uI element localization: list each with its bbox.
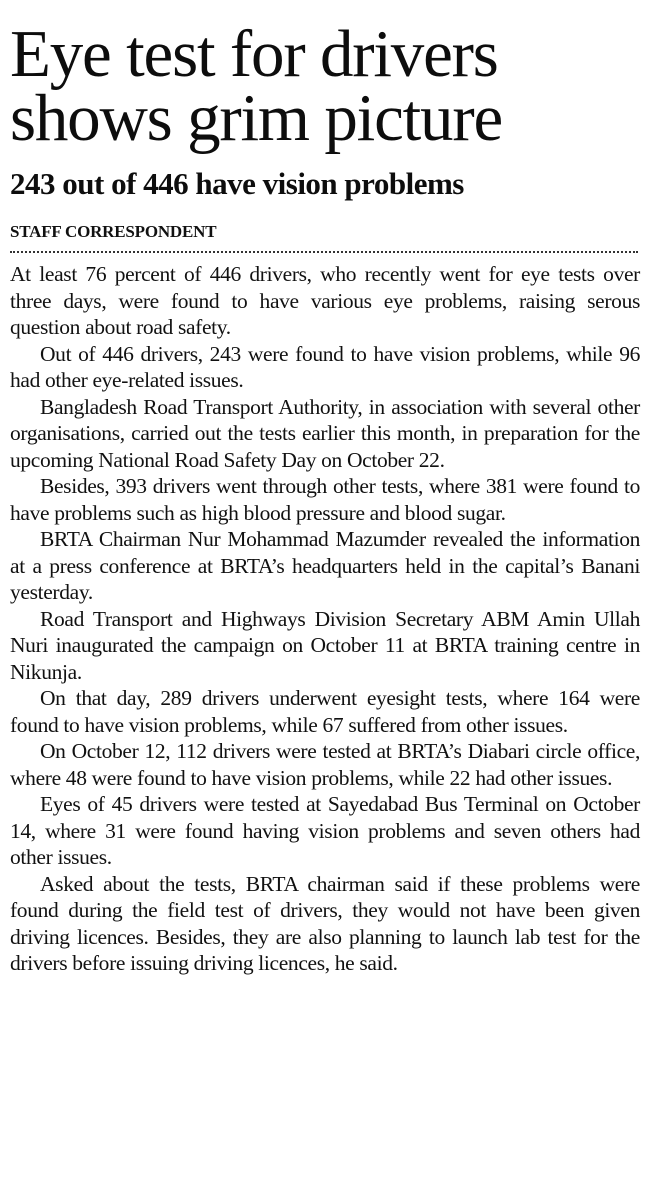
paragraph-2: Out of 446 drivers, 243 were found to have vision problems, while 96 had other eye-related issues. [10,341,640,392]
headline: Eye test for drivers shows grim picture [10,17,502,155]
paragraph-9: Eyes of 45 drivers were tested at Sayedabad Bus Terminal on October 14, where 31 were found having vision problems and seven others had other issues. [10,792,640,869]
dotted-divider [10,251,638,253]
paragraph-4: Besides, 393 drivers went through other tests, where 381 were found to have problems such as high blood pressure and blood sugar. [10,474,640,525]
paragraph-8: On October 12, 112 drivers were tested at BRTA’s Diabari circle office, where 48 were found to have vision problems, while 22 had other issues. [10,739,640,790]
paragraph-6: Road Transport and Highways Division Secretary ABM Amin Ullah Nuri inaugurated the campaign on October 11 at BRTA training centre in Nikunja. [10,606,640,684]
paragraph-10: Asked about the tests, BRTA chairman said if these problems were found during the field test of drivers, they would not have been given driving licences. Besides, they are also planning to launch lab test for the drivers before issuing driving licences, he said. [10,871,640,975]
paragraph-3: Bangladesh Road Transport Authority, in association with several other organisations, carried out the tests earlier this month, in preparation for the upcoming National Road Safety Day on October 22. [10,394,640,472]
paragraph-5: BRTA Chairman Nur Mohammad Mazumder revealed the information at a press conference at BRTA’s headquarters held in the capital’s Banani yesterday. [10,527,640,604]
news-article [10,0,640,977]
byline: STAFF CORRESPONDENT [10,222,217,241]
article-body [10,261,640,977]
subheadline: 243 out of 446 have vision problems [10,166,464,201]
paragraph-1: At least 76 percent of 446 drivers, who recently went for eye tests over three days, were found to have various eye problems, raising serous question about road safety. [10,262,640,339]
paragraph-7: On that day, 289 drivers underwent eyesight tests, where 164 were found to have vision problems, while 67 suffered from other issues. [10,686,640,737]
